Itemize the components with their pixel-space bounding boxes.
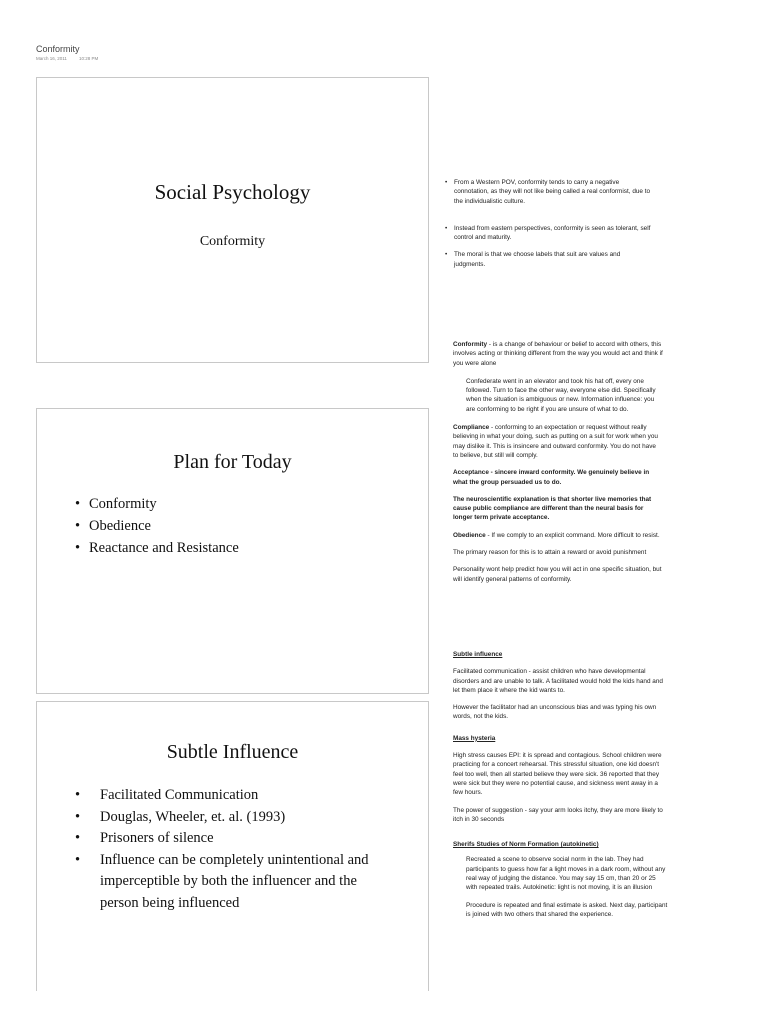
note-neuroscience: The neuroscientific explanation is that shorter live memories that cause public compliance are different than the neural basis for longer term private acceptance. [453, 495, 652, 522]
note-high-stress: High stress causes EPI: it is spread and contagious. School children were practicing for a concert rehearsal. This stressful situation, one kid doesn't feel too well, then all started believe they were sick. 36 reported that they were sick but they were no potential cause, and sickness went away in a few hours. [453, 752, 662, 797]
slide-bullet: • Douglas, Wheeler, et. al. (1993) [75, 807, 375, 829]
notes-conformity-definitions [453, 340, 663, 584]
note-personality: Personality wont help predict how you will act in one specific situation, but will identify general patterns of conformity. [453, 566, 662, 583]
page-title: Conformity [36, 44, 80, 54]
slide-bullet: • Prisoners of silence [75, 828, 375, 850]
notes-subtle-influence [453, 650, 668, 919]
slide-title: Subtle Influence [166, 741, 299, 763]
note-recreated: Recreated a scene to observe social norm in the lab. They had participants to guess how far a light moves in a dark room, without any real way of judging the distance. You may say 15 cm, than 20 or 25 with repeated trails. Autokinetic: light is not moving, it is an illusion [466, 856, 666, 892]
slide-title: Social Psychology [154, 180, 311, 204]
slide-bullet: • Conformity [75, 493, 239, 515]
note-bullet: • From a Western POV, conformity tends to carry a negative connotation, as they will not like being called a real conformist, due to the individualistic culture. [445, 178, 653, 206]
note-heading-mass-hysteria: Mass hysteria [453, 734, 496, 742]
notes-western-eastern [445, 178, 653, 269]
note-bullet: • Instead from eastern perspectives, conformity is seen as tolerant, self control and maturity. [445, 224, 653, 243]
note-heading-sherif: Sherifs Studies of Norm Formation (autokinetic) [453, 841, 599, 849]
slide-title: Plan for Today [173, 451, 292, 473]
slide-social-psychology [36, 77, 429, 363]
slide-bullet: • Facilitated Communication [75, 785, 375, 807]
slide-bullet: • Influence can be completely unintentional and imperceptible by both the influencer and the person being influenced [75, 850, 375, 915]
slide-plan-for-today [36, 408, 429, 694]
note-obedience: Obedience - If we comply to an explicit command. More difficult to resist. [453, 531, 660, 539]
slide-bullet: • Reactance and Resistance [75, 537, 239, 559]
slide-bullet-list [75, 785, 375, 914]
slide-subtle-influence [36, 701, 429, 991]
note-heading-subtle-influence: Subtle influence [453, 651, 503, 658]
date-text: March 16, 2011 [36, 56, 67, 61]
note-power-of-suggestion: The power of suggestion - say your arm looks itchy, they are more likely to itch in 30 seconds [453, 806, 663, 823]
slide-subtitle: Conformity [199, 234, 266, 249]
note-compliance: Compliance - conforming to an expectation or request without really believing in what your doing, such as putting on a suit for work when you may dislike it. This is insincere and outward conformity. You do not have to believe, but still will comply. [453, 424, 658, 459]
slide-bullet: • Obedience [75, 515, 239, 537]
note-procedure: Procedure is repeated and final estimate is asked. Next day, participant is joined with two others that shared the experience. [466, 901, 668, 918]
note-however: However the facilitator had an unconscious bias and was typing his own words, not the kids. [453, 704, 657, 721]
time-text: 10:28 PM [78, 56, 99, 61]
slide-bullet-list [75, 493, 239, 559]
note-conformity: Conformity - is a change of behaviour or belief to accord with others, this involves acting or thinking different from the way you would act and think if you were alone [453, 341, 663, 367]
page-date [36, 56, 110, 61]
note-confederate: Confederate went in an elevator and took his hat off, every one followed. Turn to face the other way, everyone else did. Specifically when the situation is ambiguous or new. Information influence: you are conforming to be right if you are unsure of what to do. [466, 377, 656, 413]
note-primary-reason: The primary reason for this is to attain a reward or avoid punishment [453, 549, 647, 557]
note-bullet: • The moral is that we choose labels that suit are values and judgments. [445, 250, 653, 269]
note-facilitated: Facilitated communication - assist children who have developmental disorders and are unable to talk. A facilitated would hold the kids hand and let them place it where the kid wants to. [453, 668, 663, 694]
note-acceptance: Acceptance - sincere inward conformity. We genuinely believe in what the group persuaded us to do. [453, 469, 650, 486]
